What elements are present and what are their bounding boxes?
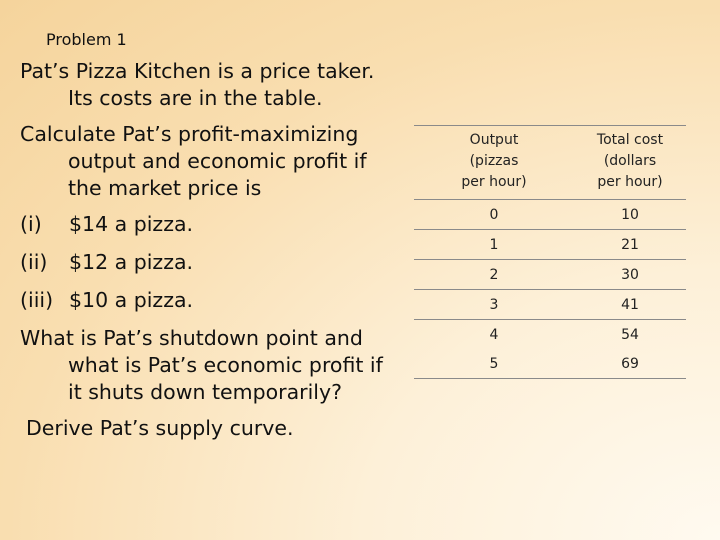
total-cost-cell: 21 [574, 230, 686, 260]
table-row [414, 290, 686, 320]
total-cost-column-header: Total cost (dollars per hour) [574, 126, 686, 200]
intro-paragraph [20, 58, 410, 112]
shutdown-line-2: what is Pat’s economic profit if [68, 353, 383, 377]
supply-curve-prompt: Derive Pat’s supply curve. [26, 416, 294, 440]
price-marker: (iii) [20, 288, 54, 312]
table-row [414, 260, 686, 290]
slide-label: Problem 1 [46, 30, 127, 49]
output-cell: 0 [414, 200, 574, 230]
table-row [414, 349, 686, 379]
price-marker: (i) [20, 212, 42, 236]
table-row [414, 230, 686, 260]
price-item-i [20, 211, 410, 238]
total-cost-cell: 41 [574, 290, 686, 320]
calc-line-1: Calculate Pat’s profit-maximizing [20, 122, 359, 146]
output-cell: 2 [414, 260, 574, 290]
output-column-header: Output (pizzas per hour) [414, 126, 574, 200]
output-cell: 5 [414, 349, 574, 379]
table-header-row [414, 126, 686, 200]
output-cell: 4 [489, 326, 499, 343]
total-cost-cell: 30 [574, 260, 686, 290]
total-cost-cell: 54 [621, 326, 639, 343]
cost-table [414, 125, 686, 379]
price-text: $14 a pizza. [69, 212, 194, 236]
table-row [414, 320, 686, 350]
intro-line-2: Its costs are in the table. [68, 86, 323, 110]
price-text: $12 a pizza. [69, 250, 194, 274]
calc-line-2: output and economic profit if [68, 149, 367, 173]
price-item-ii [20, 249, 410, 276]
calc-line-3: the market price is [68, 176, 262, 200]
problem-text [20, 58, 410, 442]
price-marker: (ii) [20, 250, 48, 274]
total-cost-cell: 10 [574, 200, 686, 230]
total-cost-cell: 69 [574, 349, 686, 379]
output-cell: 1 [414, 230, 574, 260]
intro-line-1: Pat’s Pizza Kitchen is a price taker. [20, 59, 375, 83]
price-text: $10 a pizza. [69, 288, 194, 312]
shutdown-line-1: What is Pat’s shutdown point and [20, 326, 363, 350]
price-item-iii [20, 287, 410, 314]
shutdown-line-3: it shuts down temporarily? [68, 380, 342, 404]
table-row [414, 200, 686, 230]
calc-paragraph [20, 121, 410, 202]
shutdown-paragraph [20, 325, 410, 406]
output-cell: 3 [414, 290, 574, 320]
